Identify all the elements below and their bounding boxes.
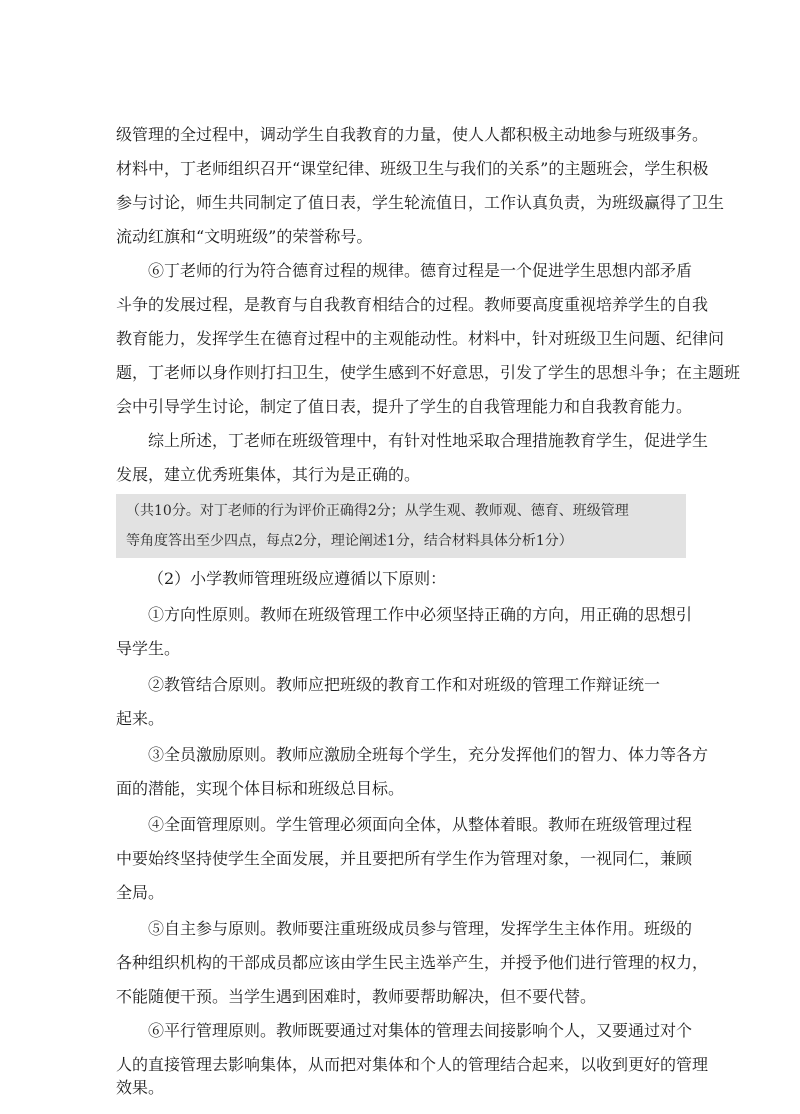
text-line: 导学生。 xyxy=(116,639,181,658)
text-line: 题，丁老师以身作则打扫卫生，使学生感到不好意思，引发了学生的思想斗争；在主题班 xyxy=(116,363,741,382)
text-line: 发展，建立优秀班集体，其行为是正确的。 xyxy=(116,465,421,484)
text-line: 起来。 xyxy=(116,709,165,728)
text-line: ①方向性原则。教师在班级管理工作中必须坚持正确的方向，用正确的思想引 xyxy=(148,605,693,624)
text-line: 级管理的全过程中，调动学生自我教育的力量，使人人都积极主动地参与班级事务。 xyxy=(116,125,709,144)
text-line: ⑤自主参与原则。教师要注重班级成员参与管理，发挥学生主体作用。班级的 xyxy=(148,919,693,938)
text-line: 材料中，丁老师组织召开“课堂纪律、班级卫生与我们的关系”的主题班会，学生积极 xyxy=(116,159,709,178)
text-line: 参与讨论，师生共同制定了值日表，学生轮流值日，工作认真负责，为班级赢得了卫生 xyxy=(116,193,725,212)
text-line: ⑥丁老师的行为符合德育过程的规律。德育过程是一个促进学生思想内部矛盾 xyxy=(148,261,693,280)
text-line: 中要始终坚持使学生全面发展，并且要把所有学生作为管理对象，一视同仁，兼顾 xyxy=(116,849,693,868)
text-line: 斗争的发展过程，是教育与自我教育相结合的过程。教师要高度重视培养学生的自我 xyxy=(116,295,709,314)
text-line: 各种组织机构的干部成员都应该由学生民主选举产生，并授予他们进行管理的权力， xyxy=(116,953,709,972)
text-line: 人的直接管理去影响集体，从而把对集体和个人的管理结合起来，以收到更好的管理 xyxy=(116,1055,709,1074)
text-line: ②教管结合原则。教师应把班级的教育工作和对班级的管理工作辩证统一 xyxy=(148,675,661,694)
text-line: ④全面管理原则。学生管理必须面向全体，从整体着眼。教师在班级管理过程 xyxy=(148,815,693,834)
text-line: ⑥平行管理原则。教师既要通过对集体的管理去间接影响个人，又要通过对个 xyxy=(148,1021,693,1040)
score-note-line: （共10分。对丁老师的行为评价正确得2分；从学生观、教师观、德育、班级管理 xyxy=(126,503,629,519)
text-line: ③全员激励原则。教师应激励全班每个学生，充分发挥他们的智力、体力等各方 xyxy=(148,745,709,764)
text-line: 效果。 xyxy=(116,1078,165,1097)
section-heading: （2）小学教师管理班级应遵循以下原则： xyxy=(148,569,447,588)
text-line: 综上所述，丁老师在班级管理中，有针对性地采取合理措施教育学生，促进学生 xyxy=(148,431,709,450)
score-note-box xyxy=(116,494,686,558)
text-line: 会中引导学生讨论，制定了值日表，提升了学生的自我管理能力和自我教育能力。 xyxy=(116,397,693,416)
text-line: 教育能力，发挥学生在德育过程中的主观能动性。材料中，针对班级卫生问题、纪律问 xyxy=(116,329,725,348)
text-line: 全局。 xyxy=(116,883,165,902)
text-line: 不能随便干预。当学生遇到困难时，教师要帮助解决，但不要代替。 xyxy=(116,987,597,1006)
text-line: 面的潜能，实现个体目标和班级总目标。 xyxy=(116,779,405,798)
score-note-line: 等角度答出至少四点，每点2分，理论阐述1分，结合材料具体分析1分） xyxy=(126,533,573,549)
text-line: 流动红旗和“文明班级”的荣誉称号。 xyxy=(116,227,373,246)
